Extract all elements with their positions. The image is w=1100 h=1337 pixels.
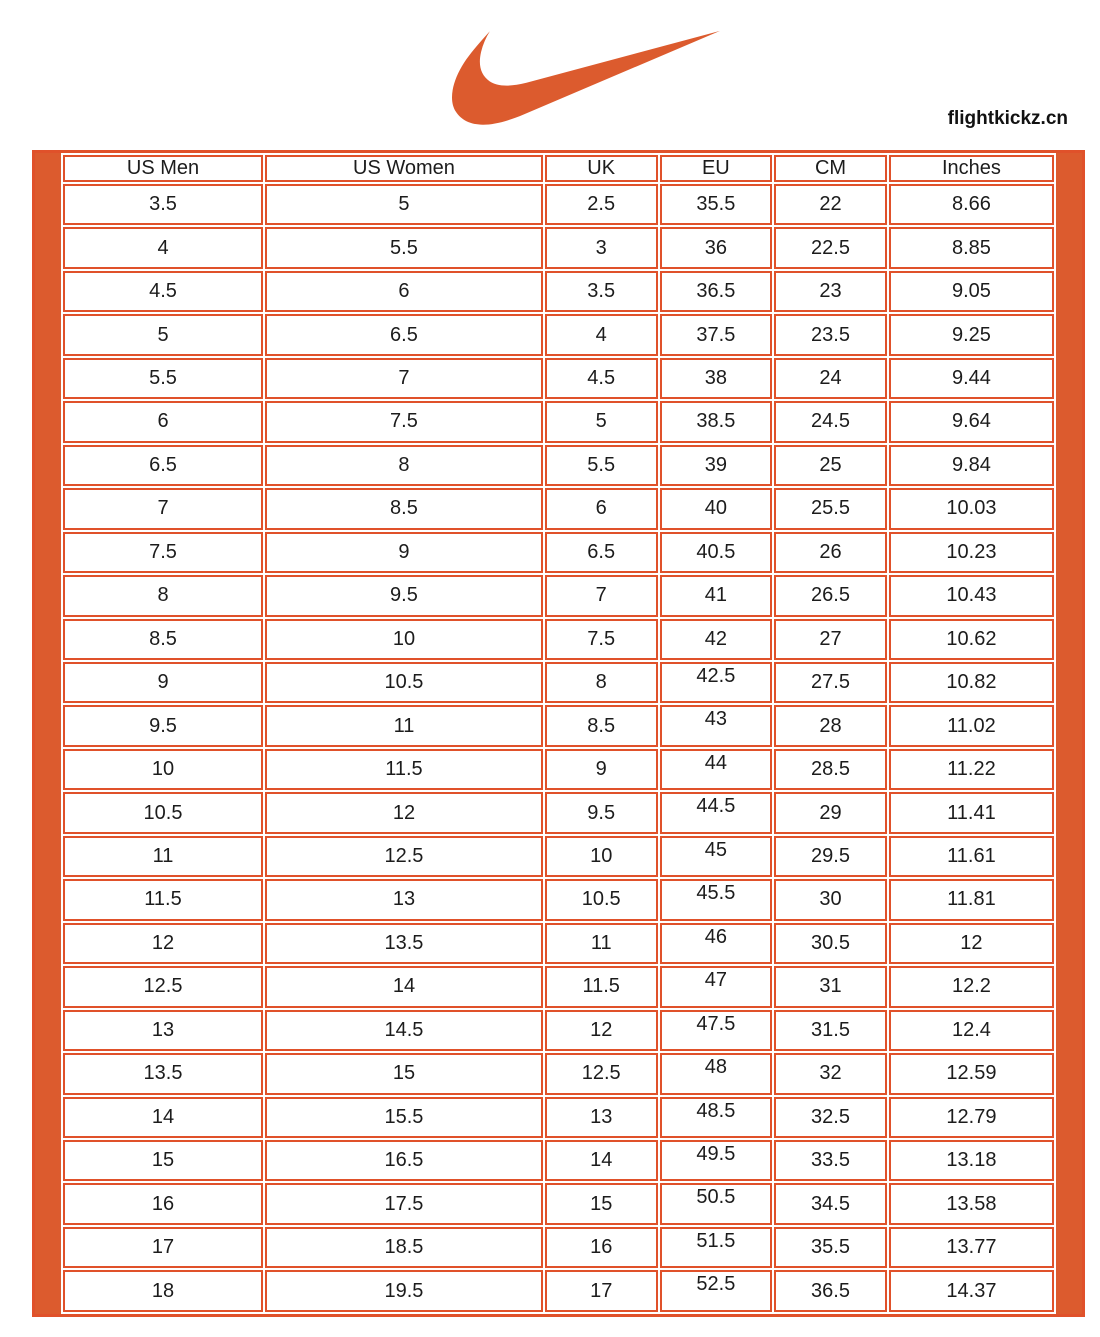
table-row bbox=[63, 1270, 1054, 1312]
table-cell: 37.5 bbox=[660, 314, 773, 355]
table-cell: 34.5 bbox=[774, 1183, 887, 1224]
column-header-eu: EU bbox=[660, 155, 773, 182]
table-cell: 11.5 bbox=[545, 966, 658, 1007]
table-cell: 3.5 bbox=[63, 184, 263, 225]
table-cell: 9.05 bbox=[889, 271, 1054, 312]
table-cell: 11.22 bbox=[889, 749, 1054, 790]
table-cell: 41 bbox=[660, 575, 773, 616]
table-cell: 35.5 bbox=[774, 1227, 887, 1268]
table-cell: 7 bbox=[545, 575, 658, 616]
table-cell: 11 bbox=[63, 836, 263, 877]
table-cell: 42 bbox=[660, 619, 773, 660]
column-header-inches: Inches bbox=[889, 155, 1054, 182]
table-cell: 5 bbox=[265, 184, 543, 225]
table-cell: 9 bbox=[63, 662, 263, 703]
table-cell: 13.77 bbox=[889, 1227, 1054, 1268]
table-row bbox=[63, 358, 1054, 399]
table-row bbox=[63, 1183, 1054, 1224]
table-cell: 24.5 bbox=[774, 401, 887, 442]
table-cell: 51.5 bbox=[660, 1227, 773, 1268]
table-cell: 11 bbox=[265, 705, 543, 746]
table-cell: 10.03 bbox=[889, 488, 1054, 529]
table-cell: 13 bbox=[63, 1010, 263, 1051]
table-cell: 8 bbox=[63, 575, 263, 616]
table-row bbox=[63, 445, 1054, 486]
table-cell: 33.5 bbox=[774, 1140, 887, 1181]
table-cell: 4 bbox=[63, 227, 263, 268]
table-cell: 36 bbox=[660, 227, 773, 268]
table-cell: 26 bbox=[774, 532, 887, 573]
table-cell: 39 bbox=[660, 445, 773, 486]
table-row bbox=[63, 792, 1054, 833]
table-cell: 32 bbox=[774, 1053, 887, 1094]
table-cell: 14.37 bbox=[889, 1270, 1054, 1312]
table-row bbox=[63, 575, 1054, 616]
table-cell: 12.5 bbox=[63, 966, 263, 1007]
table-cell: 12 bbox=[265, 792, 543, 833]
table-cell: 23 bbox=[774, 271, 887, 312]
table-cell: 31 bbox=[774, 966, 887, 1007]
table-cell: 49.5 bbox=[660, 1140, 773, 1181]
table-cell: 8.5 bbox=[265, 488, 543, 529]
table-row bbox=[63, 619, 1054, 660]
table-cell: 19.5 bbox=[265, 1270, 543, 1312]
table-cell: 17.5 bbox=[265, 1183, 543, 1224]
table-cell: 5.5 bbox=[265, 227, 543, 268]
table-cell: 10 bbox=[63, 749, 263, 790]
table-cell: 6.5 bbox=[265, 314, 543, 355]
table-cell: 50.5 bbox=[660, 1183, 773, 1224]
table-cell: 15 bbox=[63, 1140, 263, 1181]
table-cell: 22.5 bbox=[774, 227, 887, 268]
table-cell: 8.5 bbox=[545, 705, 658, 746]
table-cell: 11.81 bbox=[889, 879, 1054, 920]
table-cell: 13.18 bbox=[889, 1140, 1054, 1181]
table-cell: 45.5 bbox=[660, 879, 773, 920]
table-cell: 47.5 bbox=[660, 1010, 773, 1051]
table-cell: 44.5 bbox=[660, 792, 773, 833]
table-cell: 10.43 bbox=[889, 575, 1054, 616]
table-cell: 7 bbox=[63, 488, 263, 529]
table-cell: 11.5 bbox=[265, 749, 543, 790]
table-cell: 13 bbox=[545, 1097, 658, 1138]
table-cell: 8 bbox=[545, 662, 658, 703]
table-cell: 9.44 bbox=[889, 358, 1054, 399]
table-cell: 10.62 bbox=[889, 619, 1054, 660]
table-row bbox=[63, 879, 1054, 920]
table-cell: 36.5 bbox=[774, 1270, 887, 1312]
column-header-us-women: US Women bbox=[265, 155, 543, 182]
table-cell: 23.5 bbox=[774, 314, 887, 355]
table-cell: 27.5 bbox=[774, 662, 887, 703]
table-cell: 13.58 bbox=[889, 1183, 1054, 1224]
table-cell: 4 bbox=[545, 314, 658, 355]
table-row bbox=[63, 836, 1054, 877]
table-row bbox=[63, 749, 1054, 790]
table-row bbox=[63, 1053, 1054, 1094]
size-chart-panel bbox=[32, 150, 1085, 1317]
table-row bbox=[63, 532, 1054, 573]
table-cell: 3 bbox=[545, 227, 658, 268]
table-row bbox=[63, 1010, 1054, 1051]
table-cell: 22 bbox=[774, 184, 887, 225]
table-cell: 10 bbox=[265, 619, 543, 660]
table-cell: 12 bbox=[545, 1010, 658, 1051]
table-cell: 5 bbox=[545, 401, 658, 442]
nike-swoosh-icon bbox=[452, 16, 720, 134]
table-cell: 27 bbox=[774, 619, 887, 660]
table-cell: 13.5 bbox=[63, 1053, 263, 1094]
table-cell: 13 bbox=[265, 879, 543, 920]
table-cell: 13.5 bbox=[265, 923, 543, 964]
table-cell: 12.5 bbox=[545, 1053, 658, 1094]
table-cell: 3.5 bbox=[545, 271, 658, 312]
table-cell: 10 bbox=[545, 836, 658, 877]
table-cell: 7.5 bbox=[63, 532, 263, 573]
right-accent-stripe bbox=[1056, 153, 1082, 1314]
table-cell: 6 bbox=[545, 488, 658, 529]
table-cell: 12.2 bbox=[889, 966, 1054, 1007]
table-cell: 17 bbox=[545, 1270, 658, 1312]
table-cell: 9 bbox=[545, 749, 658, 790]
left-accent-stripe bbox=[35, 153, 61, 1314]
column-header-uk: UK bbox=[545, 155, 658, 182]
table-cell: 48 bbox=[660, 1053, 773, 1094]
table-cell: 30 bbox=[774, 879, 887, 920]
column-header-us-men: US Men bbox=[63, 155, 263, 182]
table-cell: 38 bbox=[660, 358, 773, 399]
table-cell: 8.85 bbox=[889, 227, 1054, 268]
table-cell: 47 bbox=[660, 966, 773, 1007]
table-cell: 52.5 bbox=[660, 1270, 773, 1312]
table-cell: 25.5 bbox=[774, 488, 887, 529]
table-cell: 28 bbox=[774, 705, 887, 746]
table-cell: 15 bbox=[545, 1183, 658, 1224]
table-cell: 31.5 bbox=[774, 1010, 887, 1051]
table-row bbox=[63, 923, 1054, 964]
table-cell: 5 bbox=[63, 314, 263, 355]
table-cell: 4.5 bbox=[545, 358, 658, 399]
table-cell: 40.5 bbox=[660, 532, 773, 573]
table-row bbox=[63, 488, 1054, 529]
table-cell: 12.4 bbox=[889, 1010, 1054, 1051]
table-cell: 9.84 bbox=[889, 445, 1054, 486]
table-cell: 11.5 bbox=[63, 879, 263, 920]
table-cell: 4.5 bbox=[63, 271, 263, 312]
table-cell: 11.41 bbox=[889, 792, 1054, 833]
table-cell: 12 bbox=[63, 923, 263, 964]
table-cell: 11.02 bbox=[889, 705, 1054, 746]
table-cell: 35.5 bbox=[660, 184, 773, 225]
table-cell: 15 bbox=[265, 1053, 543, 1094]
table-cell: 16 bbox=[63, 1183, 263, 1224]
table-cell: 7 bbox=[265, 358, 543, 399]
table-row bbox=[63, 1140, 1054, 1181]
table-cell: 10.5 bbox=[545, 879, 658, 920]
table-cell: 9.64 bbox=[889, 401, 1054, 442]
table-cell: 11.61 bbox=[889, 836, 1054, 877]
table-cell: 6 bbox=[265, 271, 543, 312]
column-header-cm: CM bbox=[774, 155, 887, 182]
table-cell: 8.5 bbox=[63, 619, 263, 660]
table-row bbox=[63, 1097, 1054, 1138]
table-cell: 12.59 bbox=[889, 1053, 1054, 1094]
table-cell: 24 bbox=[774, 358, 887, 399]
table-cell: 17 bbox=[63, 1227, 263, 1268]
table-cell: 45 bbox=[660, 836, 773, 877]
table-cell: 38.5 bbox=[660, 401, 773, 442]
table-row bbox=[63, 662, 1054, 703]
table-cell: 6.5 bbox=[545, 532, 658, 573]
table-row bbox=[63, 705, 1054, 746]
table-cell: 18 bbox=[63, 1270, 263, 1312]
table-cell: 14 bbox=[63, 1097, 263, 1138]
table-cell: 9.5 bbox=[265, 575, 543, 616]
table-cell: 36.5 bbox=[660, 271, 773, 312]
table-cell: 48.5 bbox=[660, 1097, 773, 1138]
table-cell: 43 bbox=[660, 705, 773, 746]
table-row bbox=[63, 184, 1054, 225]
table-row bbox=[63, 966, 1054, 1007]
table-cell: 15.5 bbox=[265, 1097, 543, 1138]
site-label: flightkickz.cn bbox=[947, 108, 1068, 129]
table-cell: 25 bbox=[774, 445, 887, 486]
table-cell: 46 bbox=[660, 923, 773, 964]
table-row bbox=[63, 271, 1054, 312]
table-cell: 16.5 bbox=[265, 1140, 543, 1181]
table-cell: 6.5 bbox=[63, 445, 263, 486]
table-cell: 44 bbox=[660, 749, 773, 790]
table-cell: 10.5 bbox=[63, 792, 263, 833]
table-cell: 14.5 bbox=[265, 1010, 543, 1051]
table-cell: 11 bbox=[545, 923, 658, 964]
table-cell: 16 bbox=[545, 1227, 658, 1268]
table-row bbox=[63, 1227, 1054, 1268]
table-cell: 7.5 bbox=[545, 619, 658, 660]
table-cell: 9 bbox=[265, 532, 543, 573]
table-cell: 9.5 bbox=[545, 792, 658, 833]
table-cell: 6 bbox=[63, 401, 263, 442]
table-cell: 26.5 bbox=[774, 575, 887, 616]
table-row bbox=[63, 401, 1054, 442]
header-row bbox=[63, 155, 1054, 182]
table-cell: 5.5 bbox=[63, 358, 263, 399]
table-cell: 10.23 bbox=[889, 532, 1054, 573]
table-cell: 9.5 bbox=[63, 705, 263, 746]
table-cell: 42.5 bbox=[660, 662, 773, 703]
size-conversion-table bbox=[61, 153, 1056, 1314]
table-cell: 12 bbox=[889, 923, 1054, 964]
table-cell: 8 bbox=[265, 445, 543, 486]
table-cell: 28.5 bbox=[774, 749, 887, 790]
table-cell: 30.5 bbox=[774, 923, 887, 964]
table-cell: 14 bbox=[265, 966, 543, 1007]
table-cell: 29.5 bbox=[774, 836, 887, 877]
table-cell: 10.82 bbox=[889, 662, 1054, 703]
table-row bbox=[63, 314, 1054, 355]
table-cell: 12.5 bbox=[265, 836, 543, 877]
table-cell: 14 bbox=[545, 1140, 658, 1181]
table-cell: 5.5 bbox=[545, 445, 658, 486]
table-cell: 12.79 bbox=[889, 1097, 1054, 1138]
table-row bbox=[63, 227, 1054, 268]
table-cell: 8.66 bbox=[889, 184, 1054, 225]
table-cell: 7.5 bbox=[265, 401, 543, 442]
table-cell: 2.5 bbox=[545, 184, 658, 225]
table-cell: 40 bbox=[660, 488, 773, 529]
table-cell: 10.5 bbox=[265, 662, 543, 703]
table-cell: 32.5 bbox=[774, 1097, 887, 1138]
table-cell: 18.5 bbox=[265, 1227, 543, 1268]
table-cell: 29 bbox=[774, 792, 887, 833]
table-cell: 9.25 bbox=[889, 314, 1054, 355]
